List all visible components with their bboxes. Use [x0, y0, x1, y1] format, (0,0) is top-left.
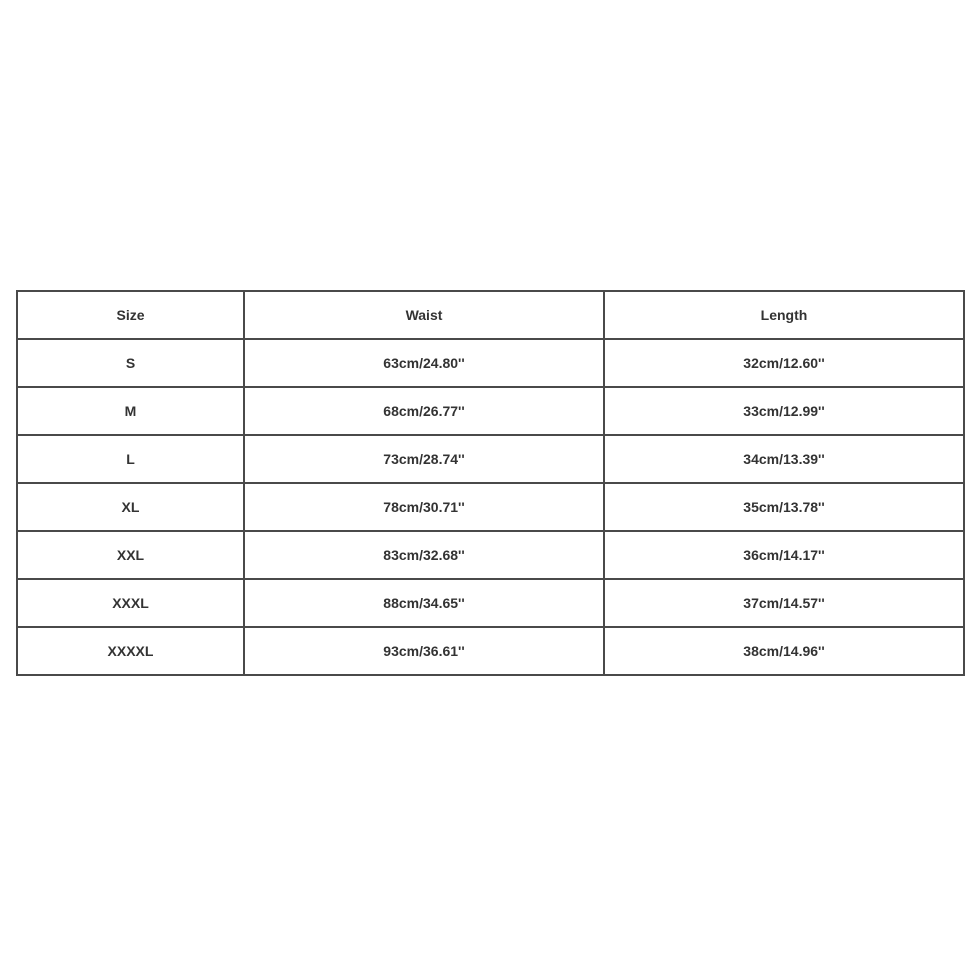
- waist-cell: 68cm/26.77'': [244, 387, 604, 435]
- waist-cell: 88cm/34.65'': [244, 579, 604, 627]
- header-waist: Waist: [244, 291, 604, 339]
- waist-cell: 83cm/32.68'': [244, 531, 604, 579]
- table-row: [17, 435, 964, 483]
- table-row: [17, 387, 964, 435]
- table-row: [17, 531, 964, 579]
- waist-cell: 93cm/36.61'': [244, 627, 604, 675]
- length-cell: 34cm/13.39'': [604, 435, 964, 483]
- length-cell: 35cm/13.78'': [604, 483, 964, 531]
- waist-cell: 73cm/28.74'': [244, 435, 604, 483]
- size-cell: XL: [17, 483, 244, 531]
- header-size: Size: [17, 291, 244, 339]
- length-cell: 33cm/12.99'': [604, 387, 964, 435]
- waist-cell: 78cm/30.71'': [244, 483, 604, 531]
- length-cell: 32cm/12.60'': [604, 339, 964, 387]
- size-cell: XXL: [17, 531, 244, 579]
- header-length: Length: [604, 291, 964, 339]
- waist-cell: 63cm/24.80'': [244, 339, 604, 387]
- table-row: [17, 627, 964, 675]
- table-row: [17, 339, 964, 387]
- size-cell: M: [17, 387, 244, 435]
- length-cell: 36cm/14.17'': [604, 531, 964, 579]
- header-row: [17, 291, 964, 339]
- size-cell: L: [17, 435, 244, 483]
- table-row: [17, 483, 964, 531]
- length-cell: 37cm/14.57'': [604, 579, 964, 627]
- size-cell: XXXXL: [17, 627, 244, 675]
- size-cell: S: [17, 339, 244, 387]
- length-cell: 38cm/14.96'': [604, 627, 964, 675]
- size-cell: XXXL: [17, 579, 244, 627]
- size-chart-table: [16, 290, 965, 676]
- table-row: [17, 579, 964, 627]
